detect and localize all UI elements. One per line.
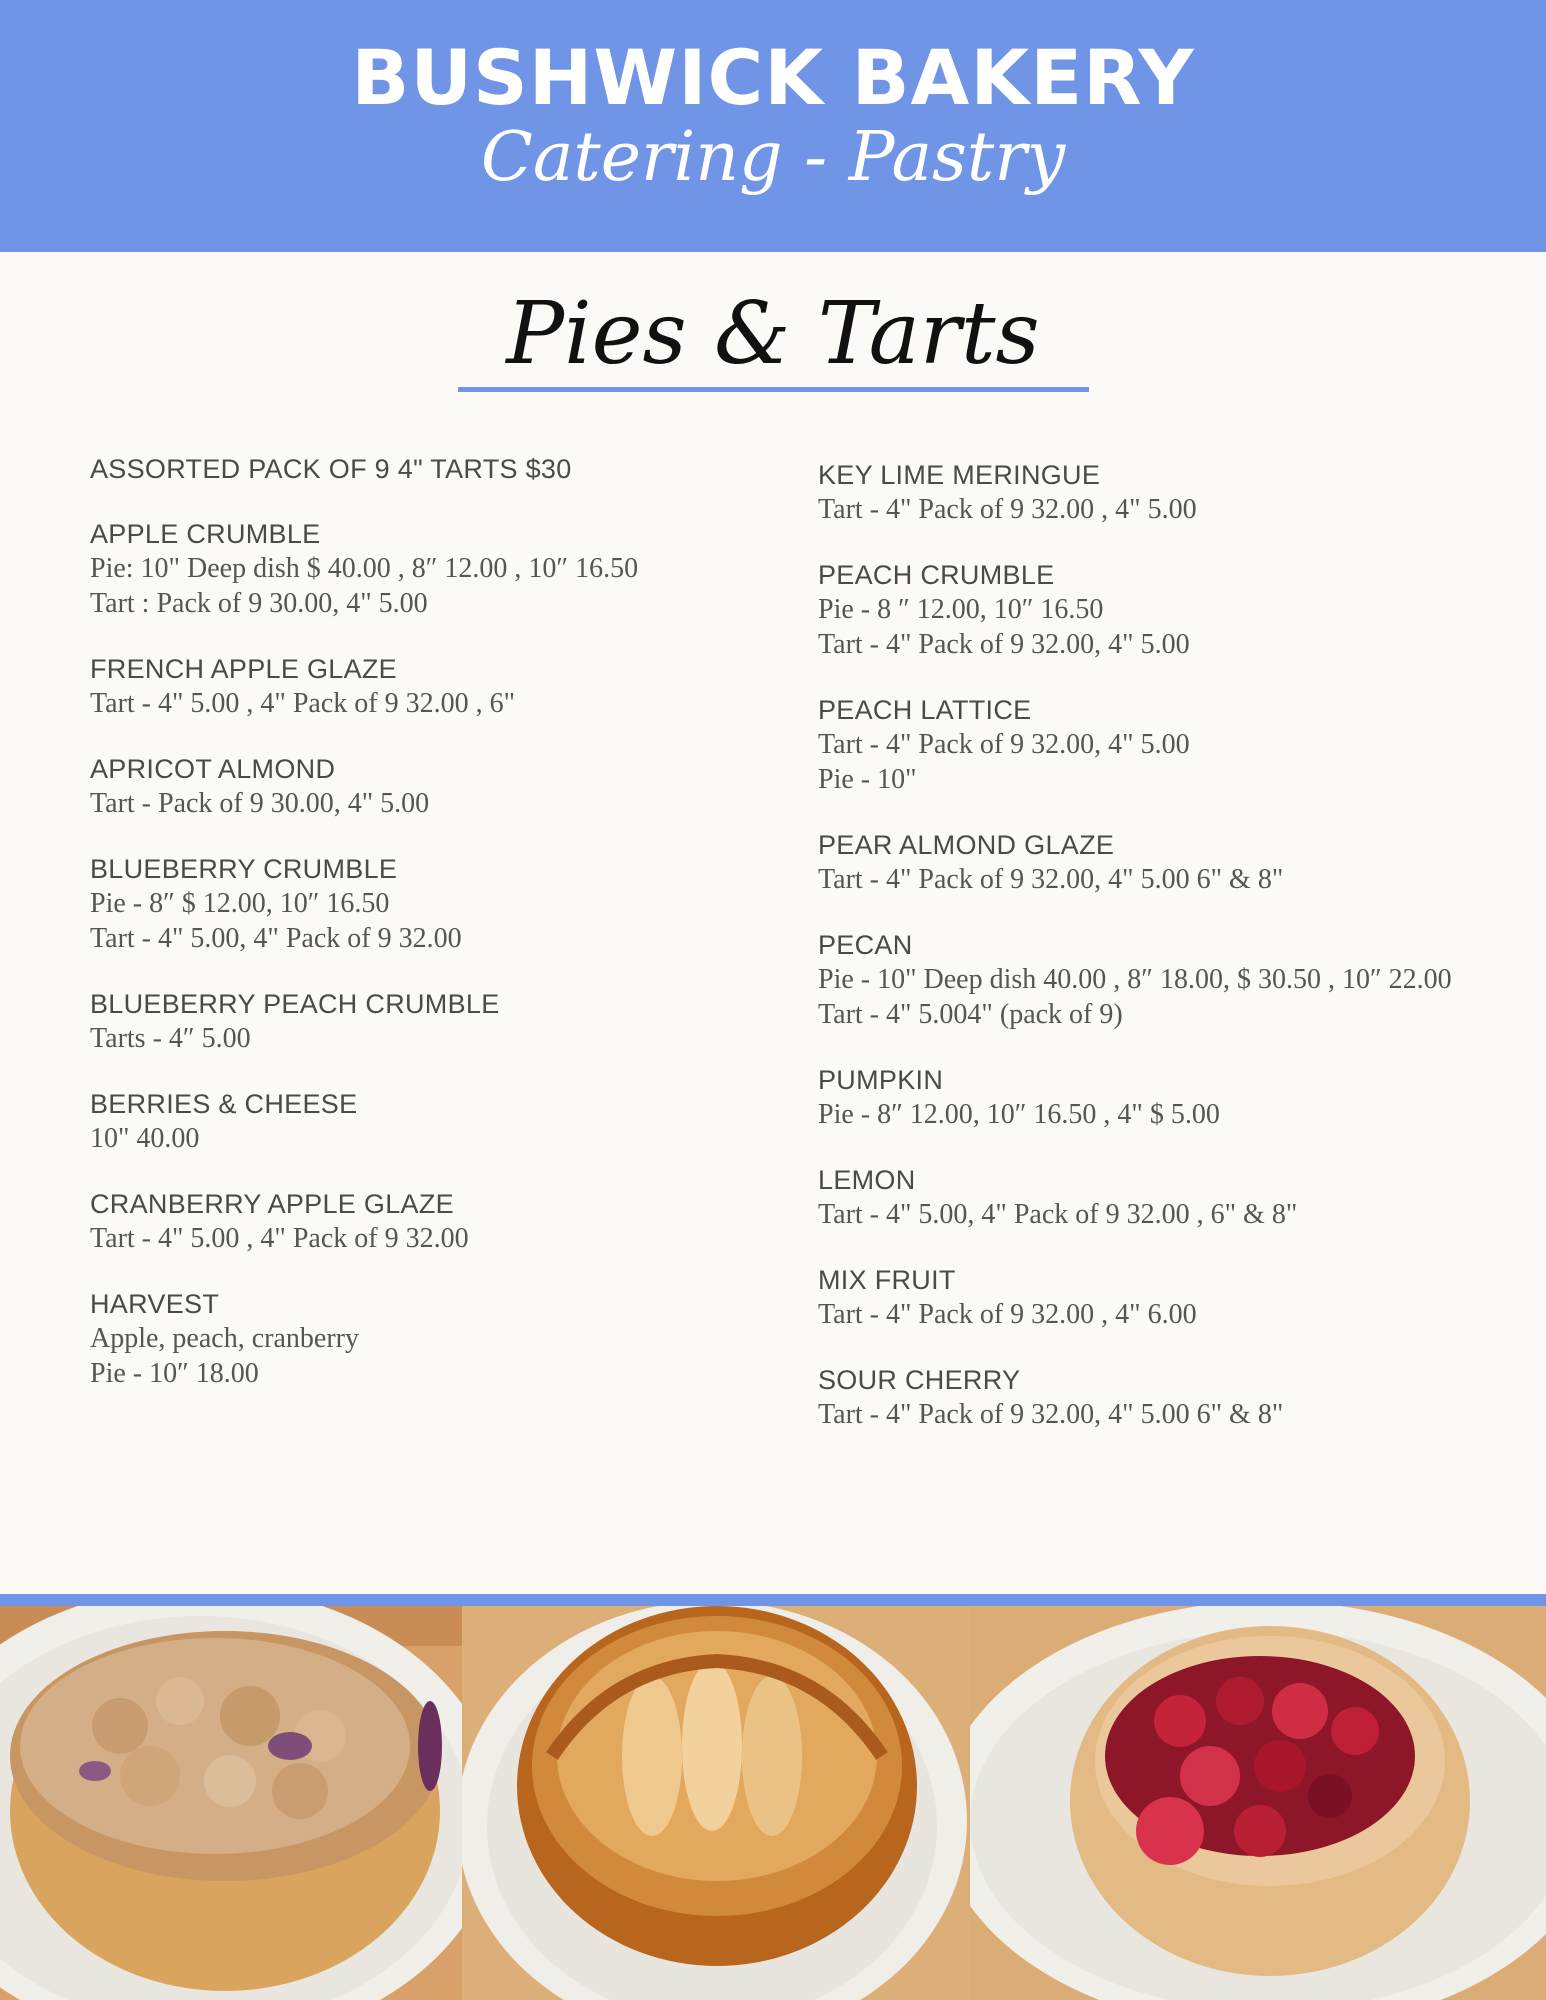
menu-item-name: MIX FRUIT (818, 1265, 956, 1295)
menu-item (818, 828, 1538, 897)
menu-item (90, 517, 790, 621)
menu-item (90, 1087, 790, 1156)
menu-item (90, 852, 790, 956)
cranberry-tart-photo (970, 1606, 1546, 2000)
menu-item-name: PEACH CRUMBLE (818, 560, 1055, 590)
menu-item-name: FRENCH APPLE GLAZE (90, 654, 397, 684)
menu-item-name: PECAN (818, 930, 913, 960)
menu-item-price-line: Tart - 4" Pack of 9 32.00 , 4" 5.00 (818, 494, 1197, 525)
menu-item (818, 1163, 1538, 1232)
menu-item-price-line: Pie - 10″ 18.00 (90, 1358, 259, 1389)
menu-item-name: PUMPKIN (818, 1065, 944, 1095)
menu-item-price-line: Tart - 4" 5.004" (pack of 9) (818, 999, 1123, 1030)
menu-item-price-line: Tart - 4" Pack of 9 32.00, 4" 5.00 (818, 629, 1190, 660)
menu-item-price-line: Apple, peach, cranberry (90, 1323, 359, 1354)
photo-strip (0, 1606, 1546, 2000)
menu-item (90, 652, 790, 721)
menu-item-name: ASSORTED PACK OF 9 4" TARTS $30 (90, 454, 572, 484)
bakery-name: BUSHWICK BAKERY (351, 33, 1195, 122)
menu-item (818, 458, 1538, 527)
menu-item-price-line: Tart - Pack of 9 30.00, 4" 5.00 (90, 788, 430, 819)
menu-item-name: SOUR CHERRY (818, 1365, 1021, 1395)
menu-item-price-line: Tarts - 4″ 5.00 (90, 1023, 251, 1054)
section-title: Pies & Tarts (506, 284, 1040, 384)
menu-item-price-line: Pie - 8 ″ 12.00, 10″ 16.50 (818, 594, 1104, 625)
menu-item-name: HARVEST (90, 1289, 220, 1319)
menu-item (818, 558, 1538, 662)
menu-item-name: PEACH LATTICE (818, 695, 1032, 725)
header-banner (0, 0, 1546, 252)
menu-item-price-line: Tart - 4" Pack of 9 32.00, 4" 5.00 6" & 8" (818, 1399, 1284, 1430)
menu-item-price-line: Pie - 10" Deep dish 40.00 , 8″ 18.00, $ 30.50 , 10″ 22.00 (818, 964, 1452, 995)
menu-item-price-line: Tart - 4" Pack of 9 32.00, 4" 5.00 (818, 729, 1190, 760)
menu-item-name: KEY LIME MERINGUE (818, 460, 1101, 490)
menu-item-price-line: Tart - 4" 5.00, 4" Pack of 9 32.00 (90, 923, 462, 954)
menu-item-name: APPLE CRUMBLE (90, 519, 321, 549)
menu-item-name: BERRIES & CHEESE (90, 1089, 358, 1119)
menu-item-price-line: 10" 40.00 (90, 1123, 200, 1154)
menu-item-price-line: Pie - 8″ $ 12.00, 10″ 16.50 (90, 888, 390, 919)
menu-item (818, 693, 1538, 797)
apple-tart-photo (462, 1606, 970, 2000)
menu-item-name: CRANBERRY APPLE GLAZE (90, 1189, 454, 1219)
menu-item-price-line: Tart - 4" Pack of 9 32.00, 4" 5.00 6" & 8" (818, 864, 1284, 895)
menu-item (90, 752, 790, 821)
menu-item-name: PEAR ALMOND GLAZE (818, 830, 1115, 860)
menu-item (90, 452, 790, 486)
menu-item-price-line: Tart - 4" 5.00, 4" Pack of 9 32.00 , 6" & 8" (818, 1199, 1298, 1230)
menu-item-price-line: Pie - 8″ 12.00, 10″ 16.50 , 4" $ 5.00 (818, 1099, 1220, 1130)
menu-item-name: LEMON (818, 1165, 916, 1195)
menu-item (818, 1363, 1538, 1432)
title-underline (458, 387, 1089, 392)
menu-item (818, 1263, 1538, 1332)
menu-item (90, 1187, 790, 1256)
menu-item-price-line: Tart - 4" Pack of 9 32.00 , 4" 6.00 (818, 1299, 1197, 1330)
menu-item-name: BLUEBERRY CRUMBLE (90, 854, 398, 884)
menu-item-price-line: Tart - 4" 5.00 , 4" Pack of 9 32.00 (90, 1223, 469, 1254)
menu-item (818, 1063, 1538, 1132)
menu-item (818, 928, 1538, 1032)
blueberry-crumble-pie-photo (0, 1606, 462, 2000)
menu-item-name: BLUEBERRY PEACH CRUMBLE (90, 989, 500, 1019)
bakery-tagline: Catering - Pastry (480, 118, 1066, 197)
menu-item-price-line: Tart : Pack of 9 30.00, 4" 5.00 (90, 588, 428, 619)
menu-item-price-line: Pie: 10" Deep dish $ 40.00 , 8″ 12.00 , 10″ 16.50 (90, 553, 639, 584)
menu-item-name: APRICOT ALMOND (90, 754, 336, 784)
menu-column-right (818, 458, 1538, 1463)
photo-divider-band (0, 1594, 1546, 1606)
menu-item (90, 987, 790, 1056)
menu-item (90, 1287, 790, 1391)
menu-column-left (90, 452, 790, 1422)
menu-item-price-line: Tart - 4" 5.00 , 4" Pack of 9 32.00 , 6" (90, 688, 516, 719)
menu-item-price-line: Pie - 10" (818, 764, 917, 795)
